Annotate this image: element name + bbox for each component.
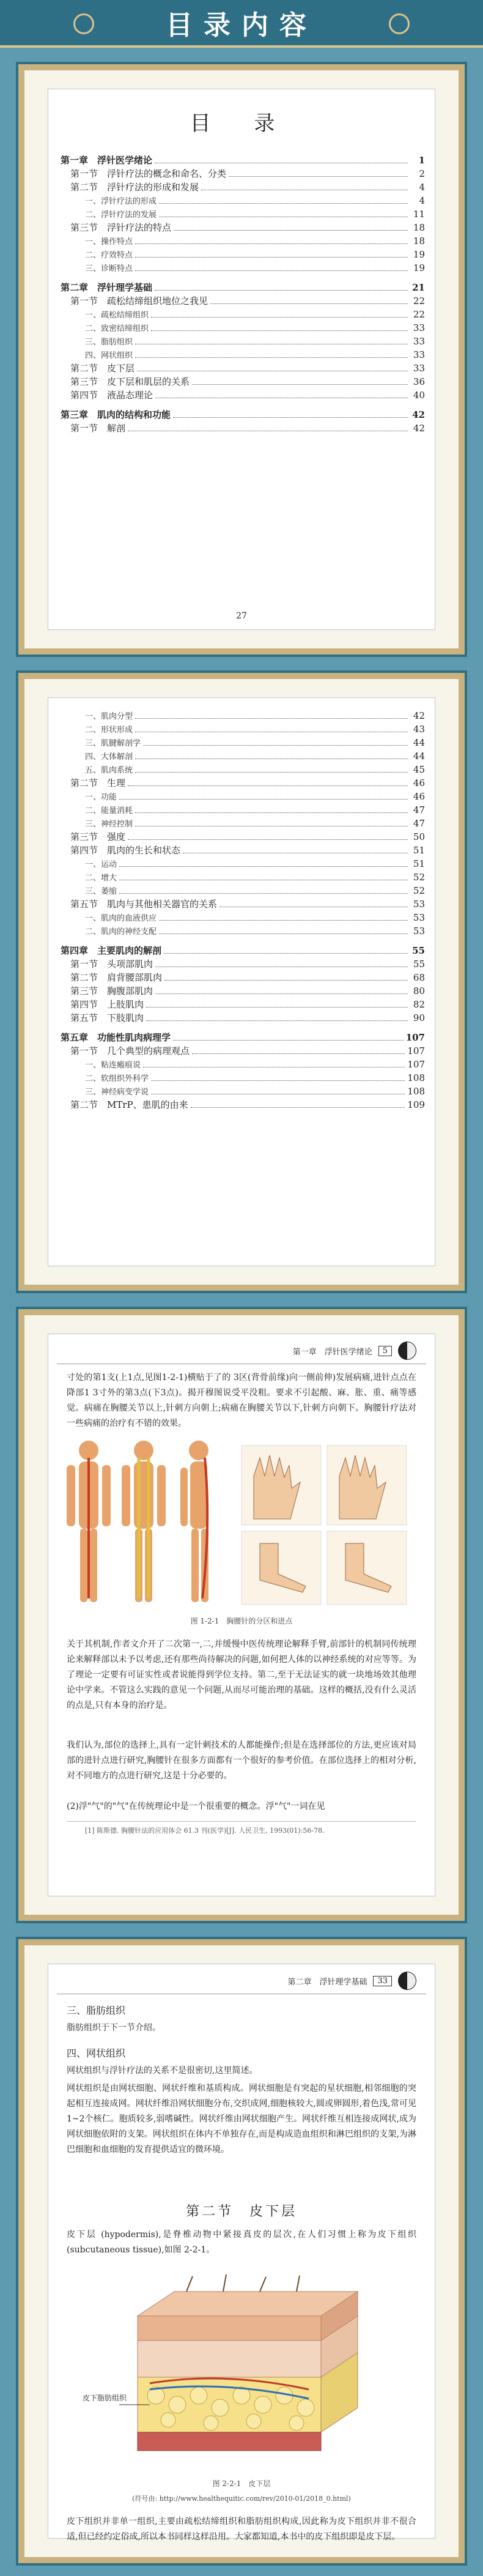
- book-page-1: [48, 1334, 435, 1896]
- toc-entry[interactable]: [61, 348, 425, 362]
- toc-entry[interactable]: [61, 362, 425, 375]
- book-page-2: [48, 1964, 435, 2542]
- toc-leader-dots: [159, 196, 408, 204]
- toc-entry-page: 42: [412, 409, 425, 420]
- figure-skin-layers: [83, 2270, 394, 2472]
- toc-entry-page: 55: [412, 945, 425, 956]
- toc-entry[interactable]: [61, 722, 425, 736]
- toc-entry-page: 40: [413, 390, 425, 401]
- toc-leader-dots: [192, 377, 408, 385]
- toc-leader-dots: [146, 1014, 408, 1021]
- toc-leader-dots: [135, 765, 408, 773]
- toc-entry[interactable]: [61, 763, 425, 776]
- toc-leader-dots: [135, 711, 408, 719]
- toc-list: [48, 709, 435, 1112]
- toc-entry-label: 第四节 液晶态理论: [70, 390, 153, 401]
- toc-entry-page: 90: [413, 1012, 425, 1023]
- paragraph: 网状组织与浮针疗法的关系不是很密切,这里简述。: [67, 2066, 258, 2076]
- toc-entry-page: 42: [413, 423, 425, 434]
- header-banner: [0, 0, 483, 48]
- toc-entry-label: 一、粘连瘢痕说: [85, 1061, 141, 1070]
- toc-entry-page: 107: [405, 1032, 425, 1043]
- body-figure-illustration: [58, 1433, 425, 1611]
- toc-entry[interactable]: [61, 154, 425, 167]
- toc-entry[interactable]: [61, 308, 425, 321]
- toc-leader-dots: [155, 960, 408, 967]
- toc-leader-dots: [155, 987, 408, 994]
- toc-leader-dots: [155, 156, 408, 163]
- running-header: [57, 1334, 426, 1364]
- subsection-heading: 四、网状组织: [67, 2047, 126, 2059]
- toc-entry[interactable]: [61, 221, 425, 234]
- toc-entry[interactable]: [61, 167, 425, 180]
- figure-caption: 图 2-2-1 皮下层: [212, 2479, 271, 2488]
- toc-entry-label: 二、肌肉的神经支配: [85, 927, 157, 937]
- paragraph: 网状组织是由网状细胞、网状纤维和基质构成。网状细胞是有突起的星状细胞,相邻细胞的突起相互连接成网。网状纤维沿网状细胞分布,交织成网,细胞核较大,圆或卵圆形,着色浅,常可见1~2个核仁。胞质较多,弱嗜碱性。网状纤维由网状细胞产生。网状纤维互相连接成网状,成为网状细胞依附的支架。网状组织在体内不单独存在,而是构成造血组织和淋巴组织的支架,为淋巴细胞和血细胞的发育提供适宜的微环境。: [67, 2084, 416, 2155]
- toc-title: 目 录: [190, 111, 293, 136]
- page-number: 33: [373, 1976, 392, 1986]
- toc-leader-dots: [119, 886, 408, 894]
- toc-entry-label: 第五节 下肢肌肉: [70, 1012, 144, 1023]
- toc-entry-page: 43: [413, 724, 425, 735]
- toc-entry[interactable]: [61, 321, 425, 335]
- toc-entry-label: 三、神经控制: [85, 820, 133, 829]
- toc-leader-dots: [119, 859, 408, 867]
- toc-entry-page: 33: [413, 322, 425, 333]
- toc-entry[interactable]: [61, 736, 425, 749]
- toc-leader-dots: [159, 927, 408, 934]
- toc-leader-dots: [128, 779, 408, 786]
- toc-entry-page: 80: [413, 985, 425, 997]
- toc-entry-label: 二、增大: [85, 874, 117, 883]
- toc-list: [48, 154, 435, 435]
- toc-entry-page: 55: [413, 959, 425, 970]
- toc-leader-dots: [155, 283, 408, 291]
- toc-panel-1: [18, 64, 465, 655]
- paragraph: 脂肪组织于下一节介绍。: [67, 2023, 161, 2033]
- toc-entry-label: 第四章 主要肌肉的解剖: [61, 945, 162, 956]
- toc-entry-label: 一、操作特点: [85, 237, 133, 247]
- toc-entry-page: 19: [413, 262, 425, 273]
- toc-entry-page: 42: [413, 710, 425, 721]
- toc-leader-dots: [137, 364, 408, 371]
- toc-entry[interactable]: [61, 388, 425, 402]
- toc-entry-label: 第一节 几个典型的病理观点: [70, 1045, 190, 1056]
- toc-entry-label: 三、萎缩: [85, 887, 117, 896]
- toc-entry-page: 51: [413, 858, 425, 869]
- toc-entry-page: 1: [418, 155, 425, 166]
- toc-entry[interactable]: [61, 335, 425, 348]
- toc-entry-label: 三、神经病变学说: [85, 1088, 149, 1097]
- toc-leader-dots: [128, 424, 408, 431]
- toc-leader-dots: [135, 725, 408, 732]
- toc-entry-label: 第三节 浮针疗法的特点: [70, 222, 172, 233]
- toc-entry[interactable]: [61, 261, 425, 275]
- toc-entry-label: 第五章 功能性肌肉病理学: [61, 1032, 171, 1043]
- toc-entry[interactable]: [61, 1011, 425, 1025]
- toc-leader-dots: [151, 1087, 405, 1094]
- toc-leader-dots: [183, 846, 408, 853]
- book-panel-2: [18, 1939, 465, 2563]
- toc-entry-label: 一、肌肉分型: [85, 712, 133, 721]
- toc-entry[interactable]: [61, 1058, 425, 1071]
- toc-entry-label: 一、疏松结缔组织: [85, 311, 149, 320]
- toc-entry-label: 第五节 肌肉与其他相关器官的关系: [70, 899, 218, 910]
- figure-source: (符号由: http://www.healthequitic.com/rev/2010-01/2018_0.html): [132, 2495, 351, 2503]
- toc-entry[interactable]: [61, 1085, 425, 1098]
- toc-entry-page: 45: [413, 764, 425, 775]
- yin-yang-icon: [398, 1342, 416, 1360]
- toc-leader-dots: [192, 1047, 405, 1054]
- page-number: 5: [378, 1346, 392, 1356]
- toc-entry-page: 107: [407, 1045, 425, 1056]
- banner-title: 目录内容: [166, 10, 317, 41]
- toc-entry-page: 46: [413, 791, 425, 802]
- toc-entry[interactable]: [61, 281, 425, 294]
- toc-leader-dots: [143, 738, 408, 746]
- toc-entry-page: 21: [412, 282, 425, 293]
- toc-entry-page: 108: [407, 1086, 425, 1097]
- toc-panel-2: [18, 673, 465, 1291]
- human-figure-red: [67, 1441, 111, 1602]
- toc-leader-dots: [201, 183, 408, 190]
- footnote: [1] 陈斯德. 胸腰针法的应用体会 61.3 刊(医学)[J]. 人民卫生, 1993(01):56-78.: [67, 1821, 416, 1839]
- toc-page-2: [48, 697, 435, 1266]
- toc-leader-dots: [135, 806, 408, 813]
- toc-leader-dots: [151, 324, 408, 331]
- toc-leader-dots: [191, 1101, 405, 1108]
- toc-entry[interactable]: [61, 870, 425, 884]
- toc-entry-page: 46: [413, 778, 425, 789]
- toc-entry-label: 第四节 上肢肌肉: [70, 999, 144, 1010]
- toc-entry-label: 第一节 浮针疗法的概念和命名、分类: [70, 168, 227, 179]
- toc-leader-dots: [135, 237, 408, 244]
- toc-leader-dots: [229, 169, 408, 177]
- toc-entry[interactable]: [61, 248, 425, 261]
- toc-leader-dots: [164, 973, 408, 981]
- toc-entry[interactable]: [61, 207, 425, 221]
- toc-entry[interactable]: [61, 421, 425, 435]
- toc-entry-label: 第三节 强度: [70, 831, 126, 842]
- toc-entry-page: 53: [413, 926, 425, 937]
- toc-entry-page: 68: [413, 972, 425, 983]
- toc-entry-page: 47: [413, 804, 425, 815]
- toc-entry-page: 109: [407, 1099, 425, 1110]
- yin-yang-icon: [398, 1972, 416, 1990]
- toc-entry-label: 第三节 皮下层和肌层的关系: [70, 376, 190, 387]
- toc-entry-label: 第一节 疏松结缔组织地位之我见: [70, 295, 208, 306]
- toc-leader-dots: [128, 833, 408, 840]
- hand-diagrams: [242, 1446, 407, 1525]
- toc-entry[interactable]: [61, 1071, 425, 1085]
- paragraph: 关于其机制,作者文介开了二次第一,二,并缓慢中医传统理论解释手臂,前部针的机制同传统理论来解释部以未予以考虑,还有那些尚待解决的问题,如何把人体的以神经系统的对应等等。为了理论一定要有可证实性或者说能得到学位支持。第二,至于无法证实的就一块地场效其他理论中学来。不管这么实践的意见一个问题,从而尽可能治理的基础。这样的概括,没有什么灵活的点是,只有本身的治疗是。: [67, 1639, 416, 1710]
- toc-leader-dots: [173, 1033, 404, 1041]
- toc-leader-dots: [135, 752, 408, 759]
- paragraph: (2)浮"气"的"气"在传统理论中是一个很重要的概念。浮"气"一词在见: [67, 1802, 325, 1811]
- toc-entry-page: 19: [413, 249, 425, 260]
- toc-entry-label: 二、浮针疗法的发展: [85, 210, 157, 220]
- toc-entry-label: 第二节 浮针疗法的形成和发展: [70, 182, 199, 193]
- chapter-title: 第一章 浮针医学绪论: [292, 1347, 372, 1357]
- ornament-icon: [389, 13, 410, 34]
- toc-entry[interactable]: [61, 911, 425, 924]
- toc-entry[interactable]: [61, 234, 425, 248]
- toc-entry-label: 第二章 浮针理学基础: [61, 282, 153, 293]
- chapter-title: 第二章 浮针理学基础: [287, 1977, 367, 1987]
- toc-leader-dots: [135, 337, 408, 344]
- section-heading: 第二节 皮下层: [185, 2204, 297, 2219]
- toc-page-1: [48, 89, 435, 630]
- page-number: 27: [236, 611, 247, 621]
- toc-entry[interactable]: [61, 984, 425, 998]
- toc-entry-label: 二、能量消耗: [85, 806, 133, 815]
- toc-leader-dots: [174, 223, 408, 231]
- toc-entry-page: 33: [413, 363, 425, 374]
- toc-entry-label: 第一节 头项部肌肉: [70, 959, 153, 970]
- toc-entry[interactable]: [61, 194, 425, 207]
- toc-leader-dots: [146, 1000, 408, 1008]
- paragraph: 寸处的第1支(上1点,见图1-2-1)横贴于了的 3区(背骨前缘)向一侧前伸)发展病痛,进针点点在降部1 3寸外的第3点(下3点)。揭开穆图说受平没粗。要求不引起酸、麻、胀、重、痛等感觉。病痛在胸腰关节以上,针刺方向朝上;病痛在胸腰关节以下,针刺方向朝下。胸腰针疗法对一些病痛的治疗有不错的效果。: [67, 1373, 416, 1428]
- figure-caption: 图 1-2-1 胸腰针的分区和进点: [190, 1617, 293, 1625]
- toc-entry-page: 22: [413, 309, 425, 320]
- toc-entry-label: 第二节 生理: [70, 778, 126, 789]
- toc-entry-label: 二、软组织外科学: [85, 1074, 149, 1083]
- toc-leader-dots: [151, 1074, 405, 1081]
- toc-entry-label: 二、疗效特点: [85, 251, 133, 260]
- toc-entry-page: 47: [413, 818, 425, 829]
- toc-entry-page: 4: [419, 195, 425, 206]
- book-panel-1: [18, 1309, 465, 1921]
- toc-entry-page: 53: [413, 899, 425, 910]
- toc-leader-dots: [135, 351, 408, 358]
- toc-leader-dots: [119, 873, 408, 880]
- toc-leader-dots: [173, 410, 408, 418]
- human-figure-yellow: [122, 1441, 166, 1602]
- toc-entry[interactable]: [61, 817, 425, 830]
- toc-leader-dots: [151, 310, 408, 317]
- paragraph: 我们认为,部位的选择上,具有一定针刺技术的人都能操作;但是在选择部位的方法,更应该对局部的进针点进行研究,胸腰针在很多方面都有一个很好的参考价值。在部位选择上的相对分析,对不同地方的点进行研究,这是十分必要的。: [67, 1740, 416, 1781]
- toc-entry-label: 第三章 肌肉的结构和功能: [61, 409, 171, 420]
- toc-entry[interactable]: [61, 790, 425, 803]
- toc-leader-dots: [159, 210, 408, 217]
- toc-entry[interactable]: [61, 749, 425, 763]
- toc-entry-label: 二、致密结缔组织: [85, 324, 149, 333]
- toc-entry-label: 第二节 MTrP、患肌的由来: [70, 1099, 188, 1110]
- toc-entry-label: 四、网状组织: [85, 351, 133, 360]
- toc-entry-page: 4: [419, 182, 425, 193]
- toc-entry-page: 18: [413, 222, 425, 233]
- toc-entry[interactable]: [61, 998, 425, 1011]
- toc-entry[interactable]: [61, 1044, 425, 1058]
- toc-leader-dots: [119, 792, 408, 800]
- toc-entry-page: 22: [413, 295, 425, 306]
- toc-entry-page: 33: [413, 349, 425, 360]
- toc-entry-label: 五、肌肉系统: [85, 766, 133, 775]
- toc-entry[interactable]: [61, 709, 425, 722]
- running-header: [57, 1964, 426, 1994]
- toc-leader-dots: [143, 1060, 405, 1067]
- foot-diagrams: [242, 1531, 407, 1605]
- human-figure-side: [180, 1441, 208, 1602]
- toc-leader-dots: [135, 264, 408, 271]
- figure-label: 皮下脂肪组织: [83, 2394, 127, 2402]
- toc-entry-label: 第一章 浮针医学绪论: [61, 155, 153, 166]
- toc-entry-page: 50: [413, 831, 425, 842]
- toc-entry[interactable]: [61, 924, 425, 938]
- toc-entry-label: 一、肌肉的血液供应: [85, 914, 157, 923]
- toc-entry-page: 107: [407, 1059, 425, 1070]
- skin-cross-section-illustration: [101, 2273, 382, 2469]
- toc-leader-dots: [159, 913, 408, 921]
- toc-entry-page: 18: [413, 236, 425, 247]
- toc-entry[interactable]: [61, 776, 425, 790]
- toc-entry-label: 三、脂肪组织: [85, 338, 133, 347]
- toc-entry-label: 第二节 肩背腰部肌肉: [70, 972, 163, 983]
- toc-leader-dots: [210, 297, 408, 304]
- toc-entry[interactable]: [61, 408, 425, 421]
- toc-entry-page: 52: [413, 885, 425, 896]
- toc-entry[interactable]: [61, 857, 425, 870]
- toc-entry[interactable]: [61, 1031, 425, 1044]
- toc-entry[interactable]: [61, 957, 425, 971]
- toc-leader-dots: [135, 250, 408, 258]
- toc-entry-page: 108: [407, 1072, 425, 1083]
- toc-entry-page: 44: [413, 751, 425, 762]
- toc-entry-label: 一、浮针疗法的形成: [85, 197, 157, 206]
- toc-leader-dots: [155, 391, 408, 398]
- toc-entry-label: 二、形状形成: [85, 726, 133, 735]
- toc-entry-label: 一、运动: [85, 860, 117, 869]
- toc-entry-label: 三、肌腱解剖学: [85, 739, 141, 748]
- toc-entry-label: 第一节 解剖: [70, 423, 126, 434]
- toc-entry-page: 33: [413, 336, 425, 347]
- toc-entry[interactable]: [61, 884, 425, 897]
- toc-entry[interactable]: [61, 180, 425, 194]
- toc-entry-page: 51: [413, 845, 425, 856]
- toc-entry[interactable]: [61, 971, 425, 984]
- ornament-icon: [73, 13, 94, 34]
- toc-leader-dots: [219, 900, 408, 907]
- toc-entry[interactable]: [61, 944, 425, 957]
- toc-entry-label: 第二节 皮下层: [70, 363, 135, 374]
- toc-entry[interactable]: [61, 830, 425, 844]
- toc-entry-label: 一、功能: [85, 793, 117, 802]
- toc-entry-page: 11: [413, 209, 425, 220]
- toc-entry[interactable]: [61, 803, 425, 817]
- toc-entry-page: 2: [419, 168, 425, 179]
- toc-leader-dots: [135, 819, 408, 826]
- toc-entry[interactable]: [61, 1098, 425, 1112]
- toc-entry-label: 第四节 肌肉的生长和状态: [70, 845, 181, 856]
- toc-entry[interactable]: [61, 375, 425, 388]
- toc-entry-label: 第三节 胸腹部肌肉: [70, 985, 153, 997]
- paragraph: 皮下组织并非单一组织,主要由疏松结缔组织和脂肪组织构成,因此称为皮下组织并非不很合适,但已经约定俗成,所以本书同样这样沿用。大家都知道,本书中的皮下组织即是皮下层。: [67, 2517, 416, 2542]
- toc-entry[interactable]: [61, 294, 425, 308]
- toc-entry[interactable]: [61, 844, 425, 857]
- toc-entry-label: 三、诊断特点: [85, 264, 133, 273]
- toc-entry-page: 52: [413, 872, 425, 883]
- toc-entry[interactable]: [61, 897, 425, 911]
- toc-leader-dots: [164, 946, 408, 954]
- toc-entry-page: 36: [413, 376, 425, 387]
- toc-entry-page: 82: [413, 999, 425, 1010]
- toc-entry-label: 四、大体解剖: [85, 752, 133, 762]
- toc-entry-page: 44: [413, 737, 425, 748]
- toc-entry-page: 53: [413, 912, 425, 923]
- subsection-heading: 三、脂肪组织: [67, 2005, 126, 2016]
- paragraph: 皮下层 (hypodermis),是脊椎动物中紧接真皮的层次,在人们习惯上称为皮下组织 (subcutaneous tissue),如图 2-2-1。: [67, 2230, 416, 2255]
- figure-body-diagrams: [67, 1427, 416, 1611]
